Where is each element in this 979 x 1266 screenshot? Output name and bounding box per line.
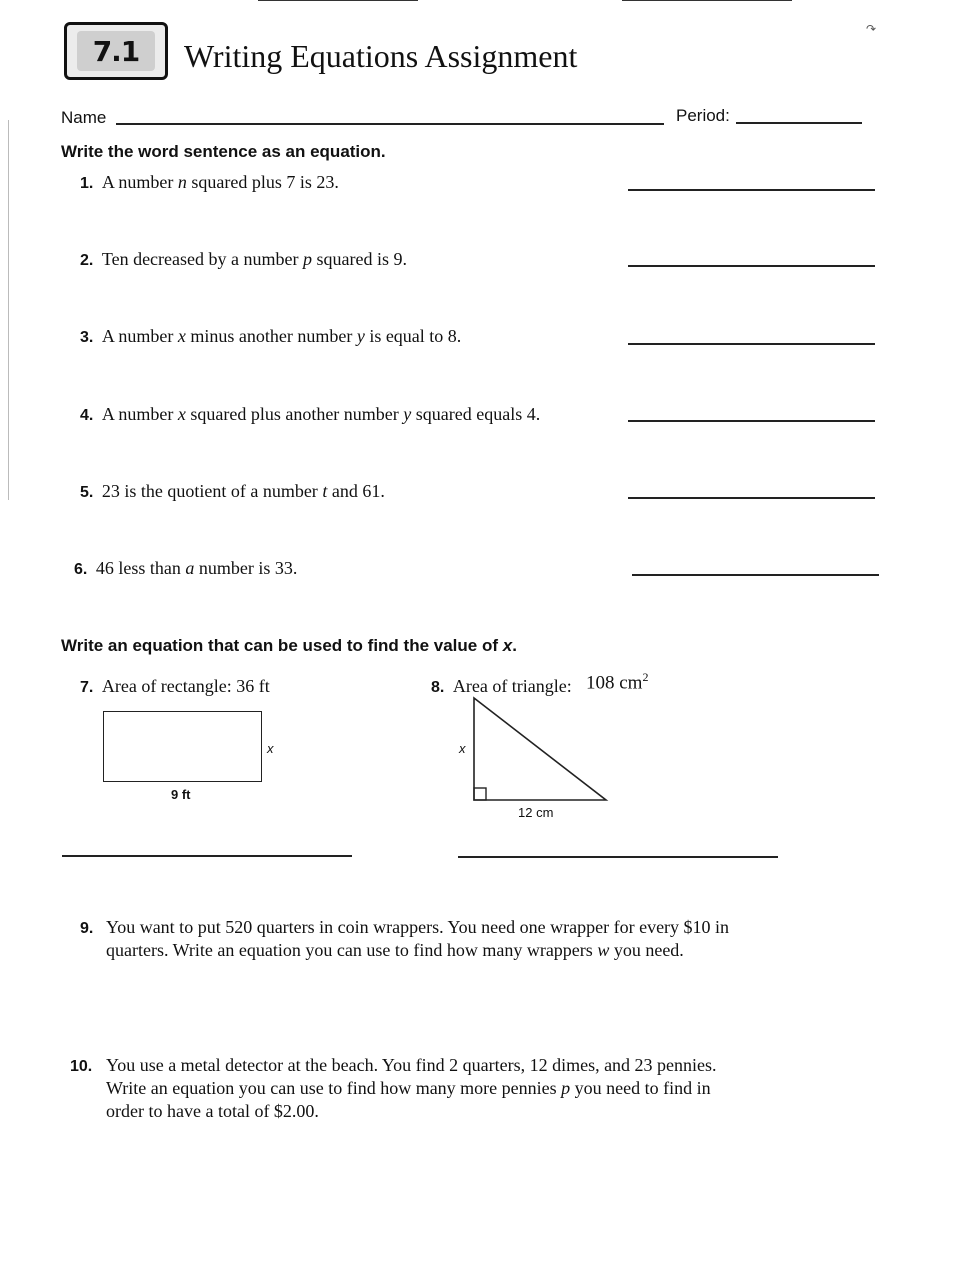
rectangle-bottom-label: 9 ft: [171, 787, 191, 802]
right-angle-marker: [474, 788, 486, 800]
lesson-badge: [64, 22, 168, 80]
question-text: Ten decreased by a number p squared is 9.: [101, 249, 407, 269]
section1-instruction: Write the word sentence as an equation.: [61, 142, 386, 161]
triangle-shape: [474, 698, 606, 800]
question-number: 4.: [80, 407, 94, 424]
answer-line-1[interactable]: [628, 189, 875, 191]
answer-line-8[interactable]: [458, 856, 778, 858]
question-9: [80, 916, 920, 962]
question-number: 1.: [80, 175, 94, 192]
question-number: 10.: [70, 1058, 93, 1075]
answer-line-4[interactable]: [628, 420, 875, 422]
question-number: 6.: [74, 561, 88, 578]
question-text: A number x squared plus another number y squared equals 4.: [101, 404, 541, 424]
question-text: 23 is the quotient of a number t and 61.: [101, 481, 385, 501]
scan-line: [622, 0, 792, 1]
triangle-area-value: 108 $cm^2$: [586, 670, 649, 694]
question-number: 2.: [80, 252, 94, 269]
question-7: [80, 676, 270, 697]
answer-line-3[interactable]: [628, 343, 875, 345]
answer-line-5[interactable]: [628, 497, 875, 499]
answer-line-7[interactable]: [62, 855, 352, 857]
name-field[interactable]: [116, 123, 664, 125]
question-number: 8.: [431, 679, 445, 696]
scan-line: [258, 0, 418, 1]
question-number: 5.: [80, 484, 94, 501]
badge-number: 7.1: [92, 35, 140, 68]
question-text: A number n squared plus 7 is 23.: [101, 172, 339, 192]
question-10: [70, 1054, 930, 1123]
question-4: [80, 404, 540, 425]
question-5: [80, 481, 385, 502]
answer-line-6[interactable]: [632, 574, 879, 576]
question-number: 7.: [80, 679, 94, 696]
question-number: 3.: [80, 329, 94, 346]
triangle-figure: [468, 694, 614, 806]
period-field[interactable]: [736, 122, 862, 124]
page-title: Writing Equations Assignment: [184, 38, 578, 74]
rectangle-side-label: x: [267, 741, 274, 756]
section2-instruction: Write an equation that can be used to find the value of x.: [61, 636, 517, 655]
scan-speck: ↷: [866, 22, 877, 36]
period-label: Period:: [676, 106, 730, 125]
answer-line-2[interactable]: [628, 265, 875, 267]
scan-edge-mark: [8, 120, 9, 500]
question-2: [80, 249, 407, 270]
question-text: You use a metal detector at the beach. You find 2 quarters, 12 dimes, and 23 pennies. Write an equation you can use to find how many more pennies p you need to find in order to have a total of $2.00.: [106, 1055, 717, 1121]
question-text: 46 less than a number is 33.: [95, 558, 298, 578]
question-number: 9.: [80, 920, 94, 937]
question-3: [80, 326, 461, 347]
question-text: Area of rectangle: 36 ft: [101, 676, 270, 696]
question-text: You want to put 520 quarters in coin wrappers. You need one wrapper for every $10 in quarters. Write an equation you can use to find how many wrappers w you need.: [106, 917, 730, 960]
question-1: [80, 172, 339, 193]
name-label: Name: [61, 108, 107, 127]
triangle-bottom-label: 12 cm: [518, 805, 554, 820]
question-text: Area of triangle:: [452, 676, 572, 696]
question-6: [74, 558, 297, 579]
rectangle-figure: [103, 711, 262, 782]
question-text: A number x minus another number y is equal to 8.: [101, 326, 462, 346]
triangle-side-label: x: [459, 741, 466, 756]
badge-background: [77, 31, 155, 71]
